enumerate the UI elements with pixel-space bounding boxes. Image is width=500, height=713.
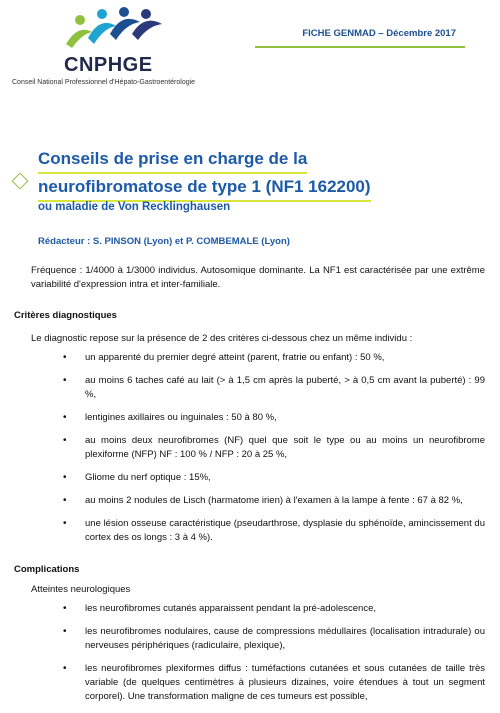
- list-item: • au moins deux neurofibromes (NF) quel que soit le type ou au moins un neurofibrome plexiforme (NFP) NF : 100 % / NFP : 20 à 25 %,: [63, 434, 485, 462]
- intro-paragraph: Fréquence : 1/4000 à 1/3000 individus. Autosomique dominante. La NF1 est caractérisée par une extrême variabilité d'expression intra et inter-familiale.: [31, 265, 485, 290]
- list-item: • un apparenté du premier degré atteint (parent, fratrie ou enfant) : 50 %,: [63, 351, 485, 365]
- criteres-heading: Critères diagnostiques: [14, 310, 117, 321]
- title-line-2: neurofibromatose de type 1 (NF1 162200): [38, 174, 371, 202]
- cnphge-logo: [10, 4, 230, 90]
- list-item: • une lésion osseuse caractéristique (pseudarthrose, dysplasie du sphénoïde, amincissement du cortex des os longs : 3 à 4 %).: [63, 517, 485, 545]
- fiche-label: FICHE GENMAD – Décembre 2017: [302, 28, 456, 39]
- logo-name: CNPHGE: [64, 54, 153, 76]
- title-line-1: Conseils de prise en charge de la: [38, 146, 307, 174]
- list-item: • Gliome du nerf optique : 15%,: [63, 471, 485, 485]
- list-item: • au moins 2 nodules de Lisch (harmatome irien) à l'examen à la lampe à fente : 67 à 82 %,: [63, 494, 485, 508]
- list-item: • au moins 6 taches café au lait (> à 1,5 cm après la puberté, > à 0,5 cm avant la puberté) : 99 %,: [63, 374, 485, 402]
- page-title: [38, 146, 371, 202]
- list-item: • les neurofibromes nodulaires, cause de compressions médullaires (localisation intradurale) ou nerveuses périphériques (radiculaire, plexique),: [63, 625, 485, 653]
- list-item: • les neurofibromes plexiformes diffus : tuméfactions cutanées et sous cutanées de taille très variable (de quelques centimètres à plusieurs dizaines, voire étendues à tout un segment corporel). Une transformation maligne de ces tumeurs est possible,: [63, 662, 485, 704]
- complications-list: [63, 602, 485, 713]
- logo-subtitle: Conseil National Professionnel d'Hépato-Gastroentérologie: [12, 79, 196, 86]
- people-logo-icon: [58, 4, 168, 54]
- page-subtitle: ou maladie de Von Recklinghausen: [38, 201, 231, 213]
- criteres-lead: Le diagnostic repose sur la présence de 2 des critères ci-dessous chez un même individu :: [31, 333, 413, 344]
- complications-heading: Complications: [14, 564, 80, 575]
- criteres-list: [63, 351, 485, 554]
- diamond-bullet-icon: [12, 173, 29, 190]
- header-rule: [255, 46, 465, 48]
- author-line: Rédacteur : S. PINSON (Lyon) et P. COMBEMALE (Lyon): [38, 236, 290, 247]
- list-item: • lentigines axillaires ou inguinales : 50 à 80 %,: [63, 411, 485, 425]
- complications-lead: Atteintes neurologiques: [31, 584, 131, 595]
- list-item: • les neurofibromes cutanés apparaissent pendant la pré-adolescence,: [63, 602, 485, 616]
